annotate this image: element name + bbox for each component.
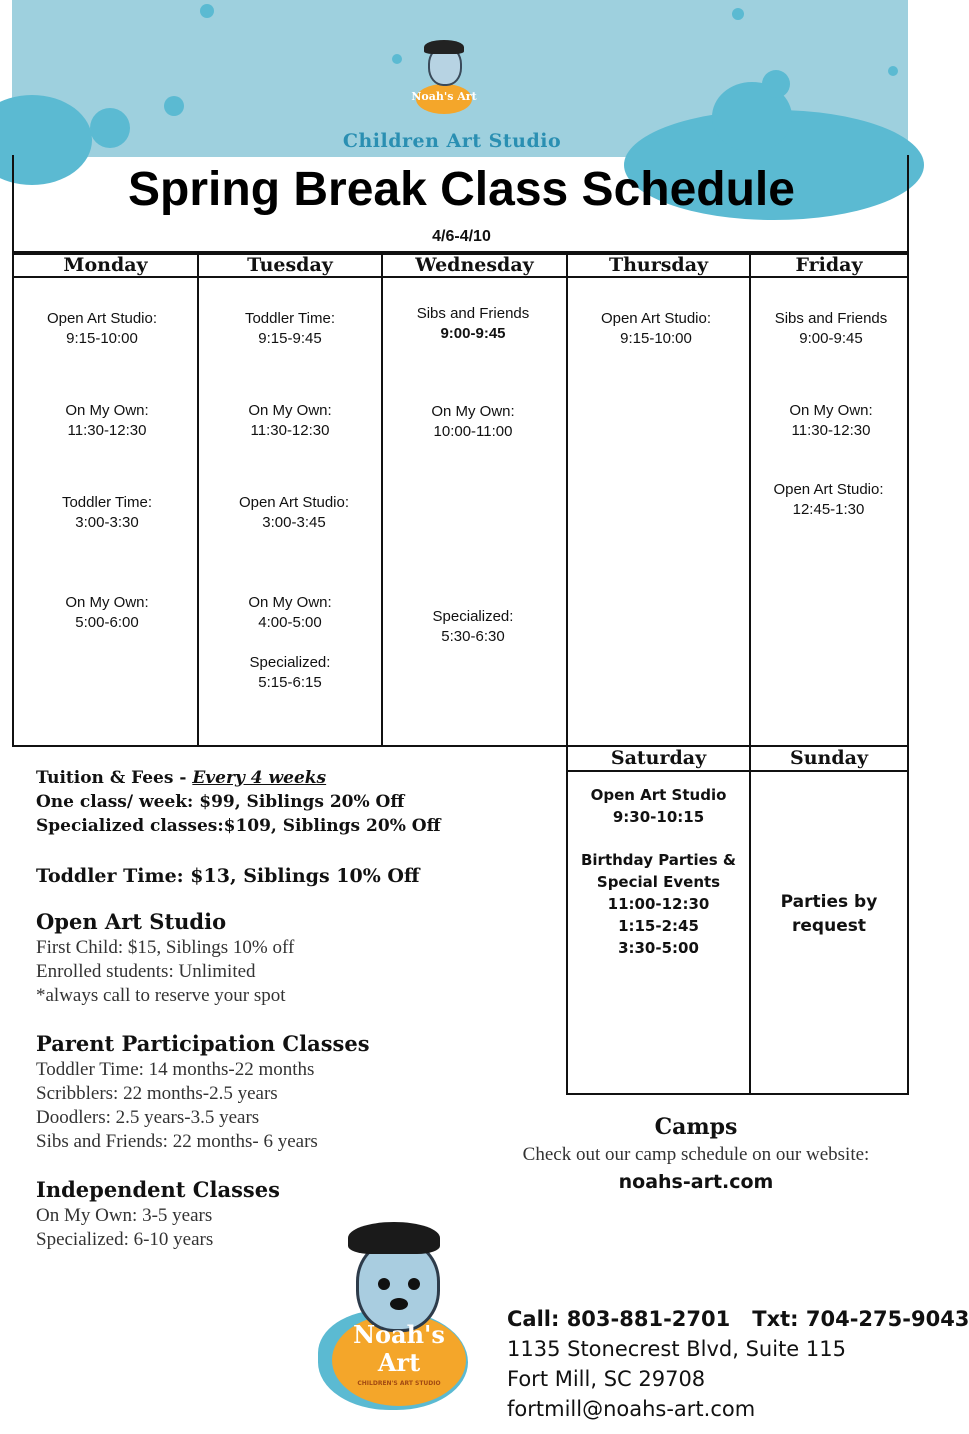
paint-splash [392,54,402,64]
class-time: 5:00-6:00 [75,614,139,631]
class-time: 9:00-9:45 [440,325,506,342]
open-studio-heading: Open Art Studio [36,909,227,934]
class-slot [199,309,381,349]
saturday-parties-label: Birthday Parties & [580,851,737,869]
class-label: Toddler Time: [244,310,336,327]
class-label: Sibs and Friends [774,310,888,327]
tuition-frequency: Every 4 weeks [192,768,327,788]
saturday-schedule [568,784,749,959]
header-banner [12,0,908,157]
class-time: 10:00-11:00 [433,423,513,440]
tuition-line: Specialized classes:$109, Siblings 20% Off [36,816,441,836]
parent-class-line: Toddler Time: 14 months-22 months [36,1059,315,1080]
day-header-wednesday: Wednesday [415,254,534,276]
paint-splash [200,4,214,18]
class-label: On My Own: [65,402,149,419]
class-slot [751,309,911,349]
paint-splash [90,108,130,148]
class-label: Open Art Studio: [238,494,350,511]
class-slot [14,593,200,633]
class-time: 9:15-9:45 [258,330,322,347]
class-label: Toddler Time: [61,494,153,511]
saturday-party-time: 3:30-5:00 [618,939,699,957]
parent-classes-heading: Parent Participation Classes [36,1031,370,1056]
class-slot [383,304,563,344]
class-slot [568,309,744,349]
saturday-open-label: Open Art Studio [590,786,727,804]
sunday-line: request [792,916,866,936]
class-time: 11:30-12:30 [791,422,871,439]
address-line: Fort Mill, SC 29708 [507,1367,706,1391]
class-label: On My Own: [248,594,332,611]
contact-phones [507,1304,969,1334]
saturday-party-time: 11:00-12:30 [607,895,710,913]
class-label: On My Own: [789,402,873,419]
class-time: 3:00-3:45 [262,514,326,531]
parent-class-line: Sibs and Friends: 22 months- 6 years [36,1131,318,1152]
footer-logo [318,1218,478,1418]
open-studio-line: Enrolled students: Unlimited [36,961,256,982]
saturday-parties-label: Special Events [596,873,721,891]
class-label: On My Own: [431,403,515,420]
independent-line: Specialized: 6-10 years [36,1229,214,1250]
header-logo-text: Noah's Art [411,90,477,103]
tuition-line: One class/ week: $99, Siblings 20% Off [36,792,405,812]
class-time: 11:30-12:30 [67,422,147,439]
studio-name: Children Art Studio [342,130,562,152]
contact-section [507,1304,969,1424]
class-time: 9:00-9:45 [799,330,863,347]
footer-logo-subtext: CHILDREN'S ART STUDIO [357,1380,441,1387]
class-time: 11:30-12:30 [250,422,330,439]
independent-heading: Independent Classes [36,1177,280,1202]
address-line: 1135 Stonecrest Blvd, Suite 115 [507,1337,846,1361]
independent-section [36,1176,556,1252]
day-header-thursday: Thursday [608,254,709,276]
day-header-monday: Monday [63,254,148,276]
day-header-saturday: Saturday [610,747,707,769]
class-slot [14,309,190,349]
call-number[interactable]: Call: 803-881-2701 [507,1307,731,1331]
page-title: Spring Break Class Schedule [128,163,795,216]
camps-section [484,1112,908,1196]
class-time: 9:15-10:00 [620,330,692,347]
date-range: 4/6-4/10 [432,228,491,245]
class-label: Open Art Studio: [46,310,158,327]
open-studio-line: *always call to reserve your spot [36,985,286,1006]
paint-splash [762,70,790,98]
class-time: 9:15-10:00 [66,330,138,347]
class-slot [14,493,200,533]
tuition-section [36,766,556,838]
class-label: On My Own: [65,594,149,611]
camps-heading: Camps [654,1114,738,1140]
class-slot [751,401,911,441]
parent-classes-section [36,1030,556,1154]
paint-splash [164,96,184,116]
class-slot [383,607,563,647]
camps-url[interactable]: noahs-art.com [618,1171,774,1193]
class-time: 4:00-5:00 [258,614,322,631]
open-studio-line: First Child: $15, Siblings 10% off [36,937,295,958]
parent-class-line: Doodlers: 2.5 years-3.5 years [36,1107,260,1128]
class-time: 5:30-6:30 [441,628,505,645]
class-label: On My Own: [248,402,332,419]
header-logo [410,40,478,120]
parent-class-line: Scribblers: 22 months-2.5 years [36,1083,278,1104]
tuition-heading: Tuition & Fees - Every 4 weeks [36,768,327,788]
class-label: Sibs and Friends [416,305,530,322]
toddler-fee: Toddler Time: $13, Siblings 10% Off [36,865,420,887]
saturday-open-time: 9:30-10:15 [612,808,705,826]
class-slot [199,593,381,633]
class-time: 12:45-1:30 [792,501,865,518]
class-slot [199,493,389,533]
class-time: 3:00-3:30 [75,514,139,531]
open-studio-section [36,908,556,1008]
camps-text: Check out our camp schedule on our website: [522,1144,870,1165]
independent-line: On My Own: 3-5 years [36,1205,213,1226]
class-slot [751,480,906,520]
text-number[interactable]: Txt: 704-275-9043 [752,1307,969,1331]
paint-splash [732,8,744,20]
class-label: Specialized: [432,608,514,625]
class-label: Specialized: [249,654,331,671]
saturday-party-time: 1:15-2:45 [618,917,699,935]
day-header-tuesday: Tuesday [247,254,333,276]
day-header-sunday: Sunday [790,747,868,769]
sunday-line: Parties by [780,892,878,912]
class-slot [14,401,200,441]
class-time: 5:15-6:15 [258,674,322,691]
day-header-friday: Friday [795,254,863,276]
class-slot [199,653,381,693]
sunday-schedule [751,890,907,938]
class-slot [199,401,381,441]
class-slot [383,402,563,442]
footer-logo-text: Art [377,1348,421,1377]
class-label: Open Art Studio: [600,310,712,327]
class-label: Open Art Studio: [773,481,884,498]
footer-logo-text: Noah's [353,1320,445,1349]
email-link[interactable]: fortmill@noahs-art.com [507,1397,756,1421]
paint-splash [888,66,898,76]
